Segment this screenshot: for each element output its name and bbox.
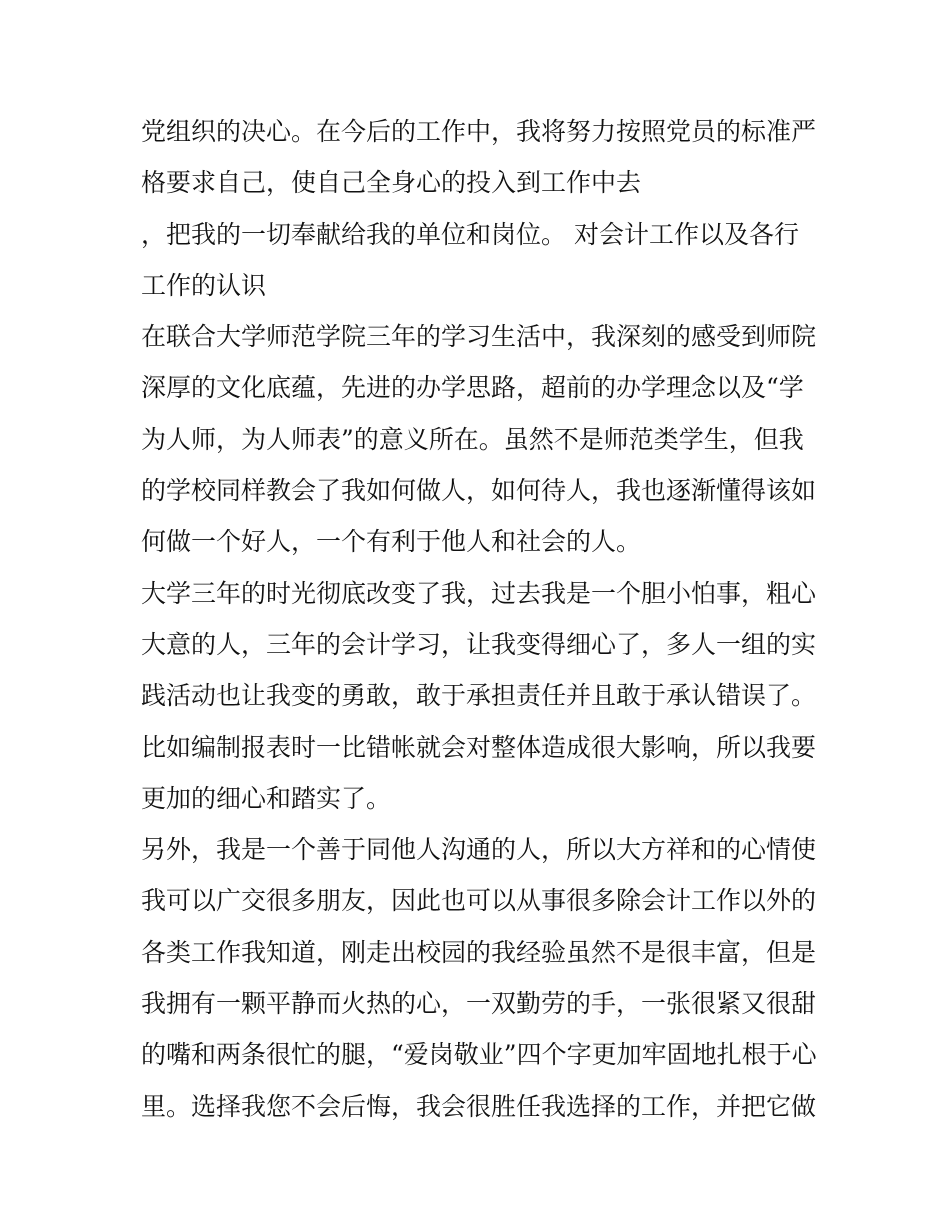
text-line: ，把我的一切奉献给我的单位和岗位。 对会计工作以及各行: [141, 219, 799, 249]
text-line: 何做一个好人，一个有利于他人和社会的人。: [141, 527, 642, 557]
text-line: 里。选择我您不会后悔，我会很胜任我选择的工作，并把它做: [141, 1091, 817, 1121]
document-text-body: [141, 106, 821, 1132]
text-line: 的嘴和两条很忙的腿，“爱岗敬业”四个字更加牢固地扎根于心: [141, 1040, 817, 1070]
text-line: 我拥有一颗平静而火热的心，一双勤劳的手，一张很紧又很甜: [141, 989, 817, 1019]
text-line: 大意的人，三年的会计学习，让我变得细心了，多人一组的实: [141, 629, 817, 659]
text-line: 践活动也让我变的勇敢，敢于承担责任并且敢于承认错误了。: [141, 681, 817, 711]
text-line: 党组织的决心。在今后的工作中，我将努力按照党员的标准严: [141, 117, 817, 146]
text-line: 各类工作我知道，刚走出校园的我经验虽然不是很丰富，但是: [141, 937, 817, 967]
text-line: 在联合大学师范学院三年的学习生活中，我深刻的感受到师院: [141, 322, 817, 352]
text-line: 为人师，为人师表”的意义所在。虽然不是师范类学生，但我: [141, 424, 804, 454]
text-line: 更加的细心和踏实了。: [141, 783, 392, 813]
text-line: 大学三年的时光彻底改变了我，过去我是一个胆小怕事，粗心: [141, 578, 817, 608]
text-line: 工作的认识: [141, 270, 267, 300]
text-line: 深厚的文化底蕴，先进的办学思路，超前的办学理念以及“学: [141, 373, 804, 403]
text-line: 比如编制报表时一比错帐就会对整体造成很大影响，所以我要: [141, 732, 817, 762]
text-line: 的学校同样教会了我如何做人，如何待人，我也逐渐懂得该如: [141, 476, 817, 506]
text-line: 另外，我是一个善于同他人沟通的人，所以大方祥和的心情使: [141, 835, 817, 865]
text-line: 我可以广交很多朋友，因此也可以从事很多除会计工作以外的: [141, 886, 817, 916]
text-line: 格要求自己，使自己全身心的投入到工作中去: [141, 168, 642, 198]
